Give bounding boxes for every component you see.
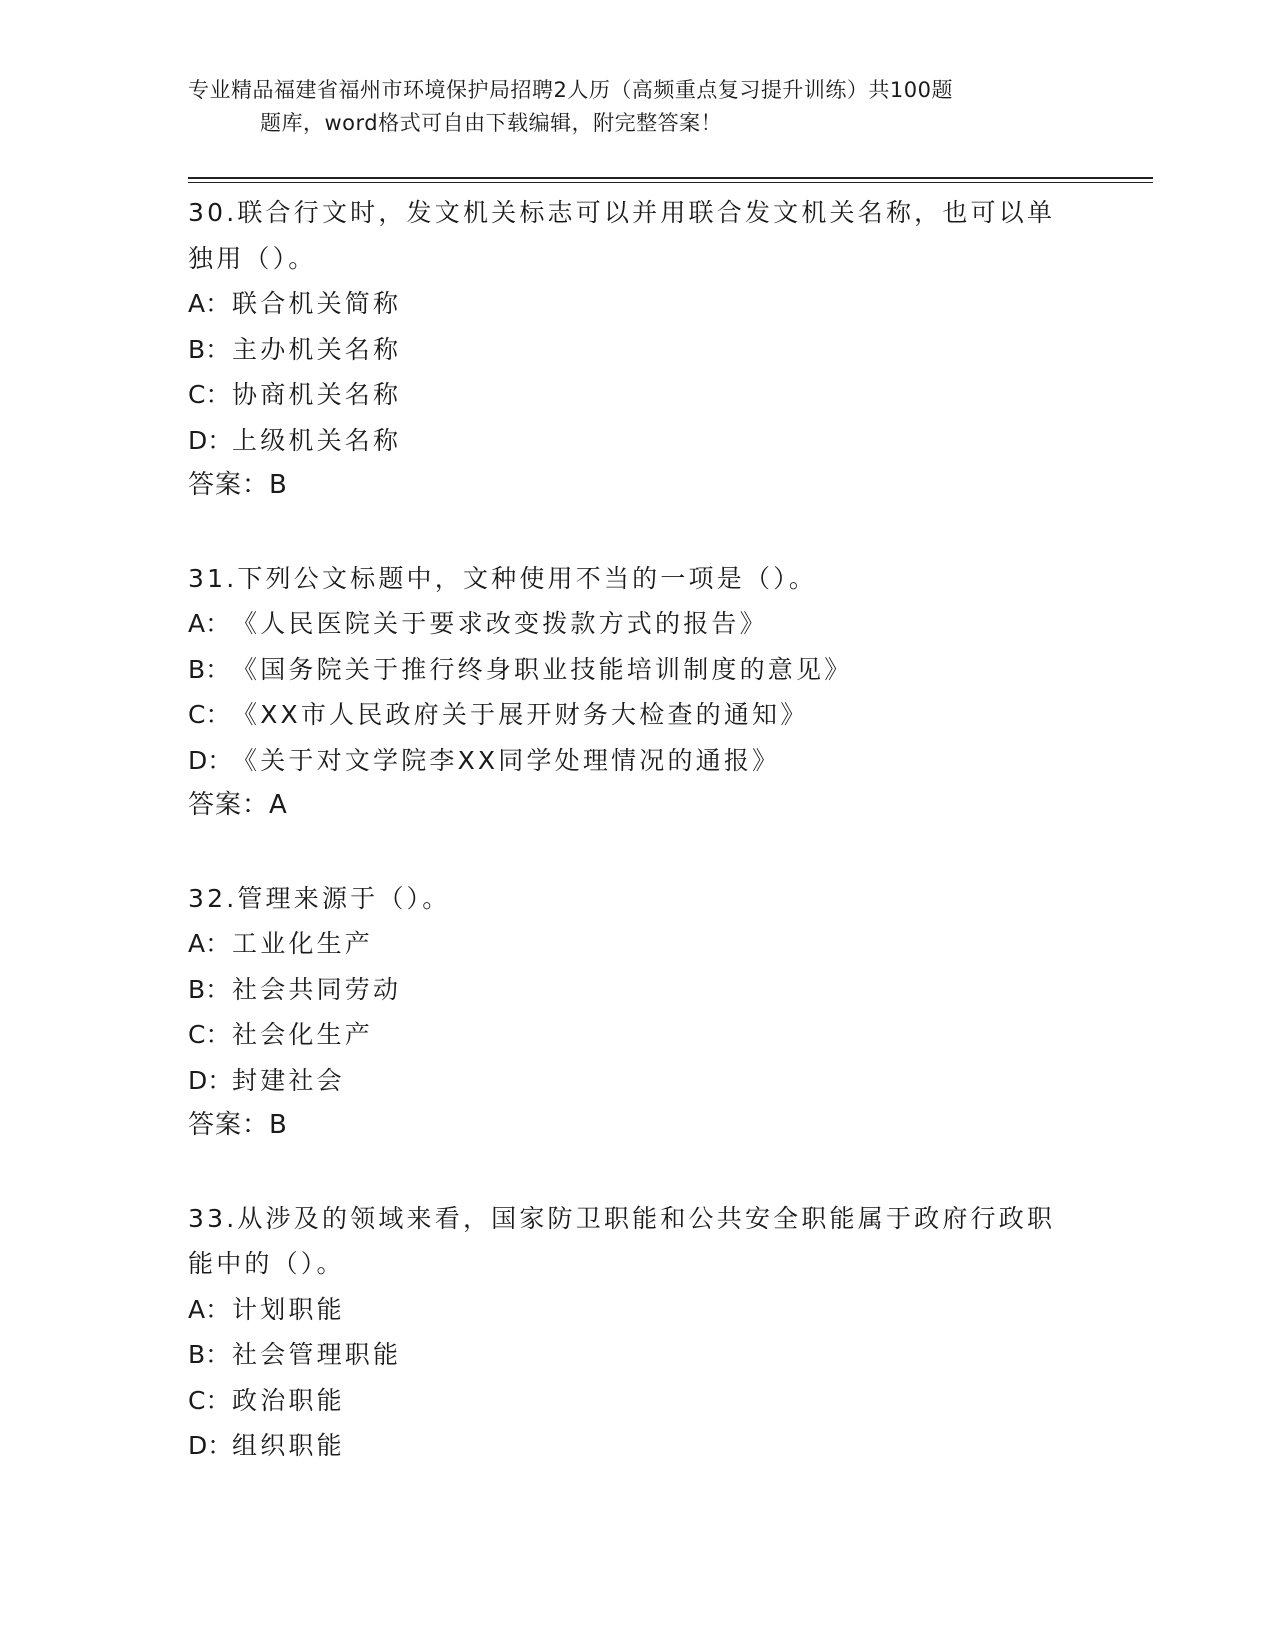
header-line-2: 题库，word格式可自由下载编辑，附完整答案！ [260, 111, 723, 135]
option-key: D： [188, 425, 233, 455]
option-key: A： [188, 929, 231, 958]
option-text: 上级机关名称 [232, 425, 402, 455]
option-key: D： [188, 1431, 233, 1460]
option-text: 社会化生产 [232, 1020, 374, 1049]
option-key: D： [188, 1065, 233, 1095]
option-text: 组织职能 [232, 1431, 345, 1460]
option-a [188, 601, 1088, 647]
option-a [188, 921, 1088, 967]
option-text: 计划职能 [232, 1294, 345, 1324]
option-key: C： [188, 1385, 231, 1415]
question-32 [188, 876, 1088, 1149]
option-d [188, 418, 1088, 464]
option-key: B： [188, 974, 231, 1004]
option-key: B： [188, 654, 231, 684]
option-key: A： [188, 289, 231, 318]
option-c [188, 372, 1088, 418]
question-30 [188, 190, 1088, 509]
question-31 [188, 556, 1088, 829]
question-stem: 32.管理来源于（）。 [188, 883, 451, 913]
option-b [188, 1332, 1088, 1378]
option-key: D： [188, 745, 233, 775]
option-a [188, 281, 1088, 327]
option-d [188, 738, 1088, 784]
option-key: B： [188, 1340, 231, 1369]
option-b [188, 967, 1088, 1013]
document-header [188, 74, 1088, 140]
header-line-1: 专业精品福建省福州市环境保护局招聘2人历（高频重点复习提升训练）共100题 [188, 78, 953, 102]
question-stem: 独用（）。 [188, 243, 317, 273]
option-c [188, 692, 1088, 738]
question-stem: 能中的（）。 [188, 1249, 345, 1278]
header-rule-thin [188, 182, 1153, 183]
option-text: 主办机关名称 [232, 334, 402, 364]
option-text: 工业化生产 [232, 929, 374, 958]
option-text: 社会共同劳动 [232, 974, 402, 1004]
option-text: 封建社会 [232, 1065, 345, 1095]
option-text: 《国务院关于推行终身职业技能培训制度的意见》 [232, 654, 853, 684]
option-d [188, 1423, 1088, 1469]
question-stem: 30.联合行文时，发文机关标志可以并用联合发文机关名称，也可以单 [188, 198, 1056, 227]
answer-line: 答案：A [188, 790, 288, 820]
answer-line: 答案：B [188, 1110, 288, 1140]
option-text: 《关于对文学院李XX同学处理情况的通报》 [232, 745, 781, 775]
option-key: A： [188, 1294, 231, 1324]
option-a [188, 1287, 1088, 1333]
option-c [188, 1378, 1088, 1424]
option-key: C： [188, 700, 231, 729]
question-stem: 33.从涉及的领域来看，国家防卫职能和公共安全职能属于政府行政职 [188, 1203, 1056, 1233]
option-d [188, 1058, 1088, 1104]
option-text: 协商机关名称 [232, 380, 402, 409]
header-rule-thick [188, 177, 1153, 179]
option-text: 社会管理职能 [232, 1340, 402, 1369]
option-key: A： [188, 609, 231, 638]
option-c [188, 1012, 1088, 1058]
option-text: 《XX市人民政府关于展开财务大检查的通知》 [232, 700, 809, 729]
question-33 [188, 1196, 1088, 1469]
question-list [188, 190, 1088, 1516]
option-key: C： [188, 380, 231, 409]
option-text: 政治职能 [232, 1385, 345, 1415]
question-stem: 31.下列公文标题中，文种使用不当的一项是（）。 [188, 563, 818, 593]
option-key: C： [188, 1020, 231, 1049]
answer-line: 答案：B [188, 470, 288, 500]
option-text: 《人民医院关于要求改变拨款方式的报告》 [232, 609, 768, 638]
option-text: 联合机关简称 [232, 289, 402, 318]
option-key: B： [188, 334, 231, 364]
option-b [188, 327, 1088, 373]
option-b [188, 647, 1088, 693]
